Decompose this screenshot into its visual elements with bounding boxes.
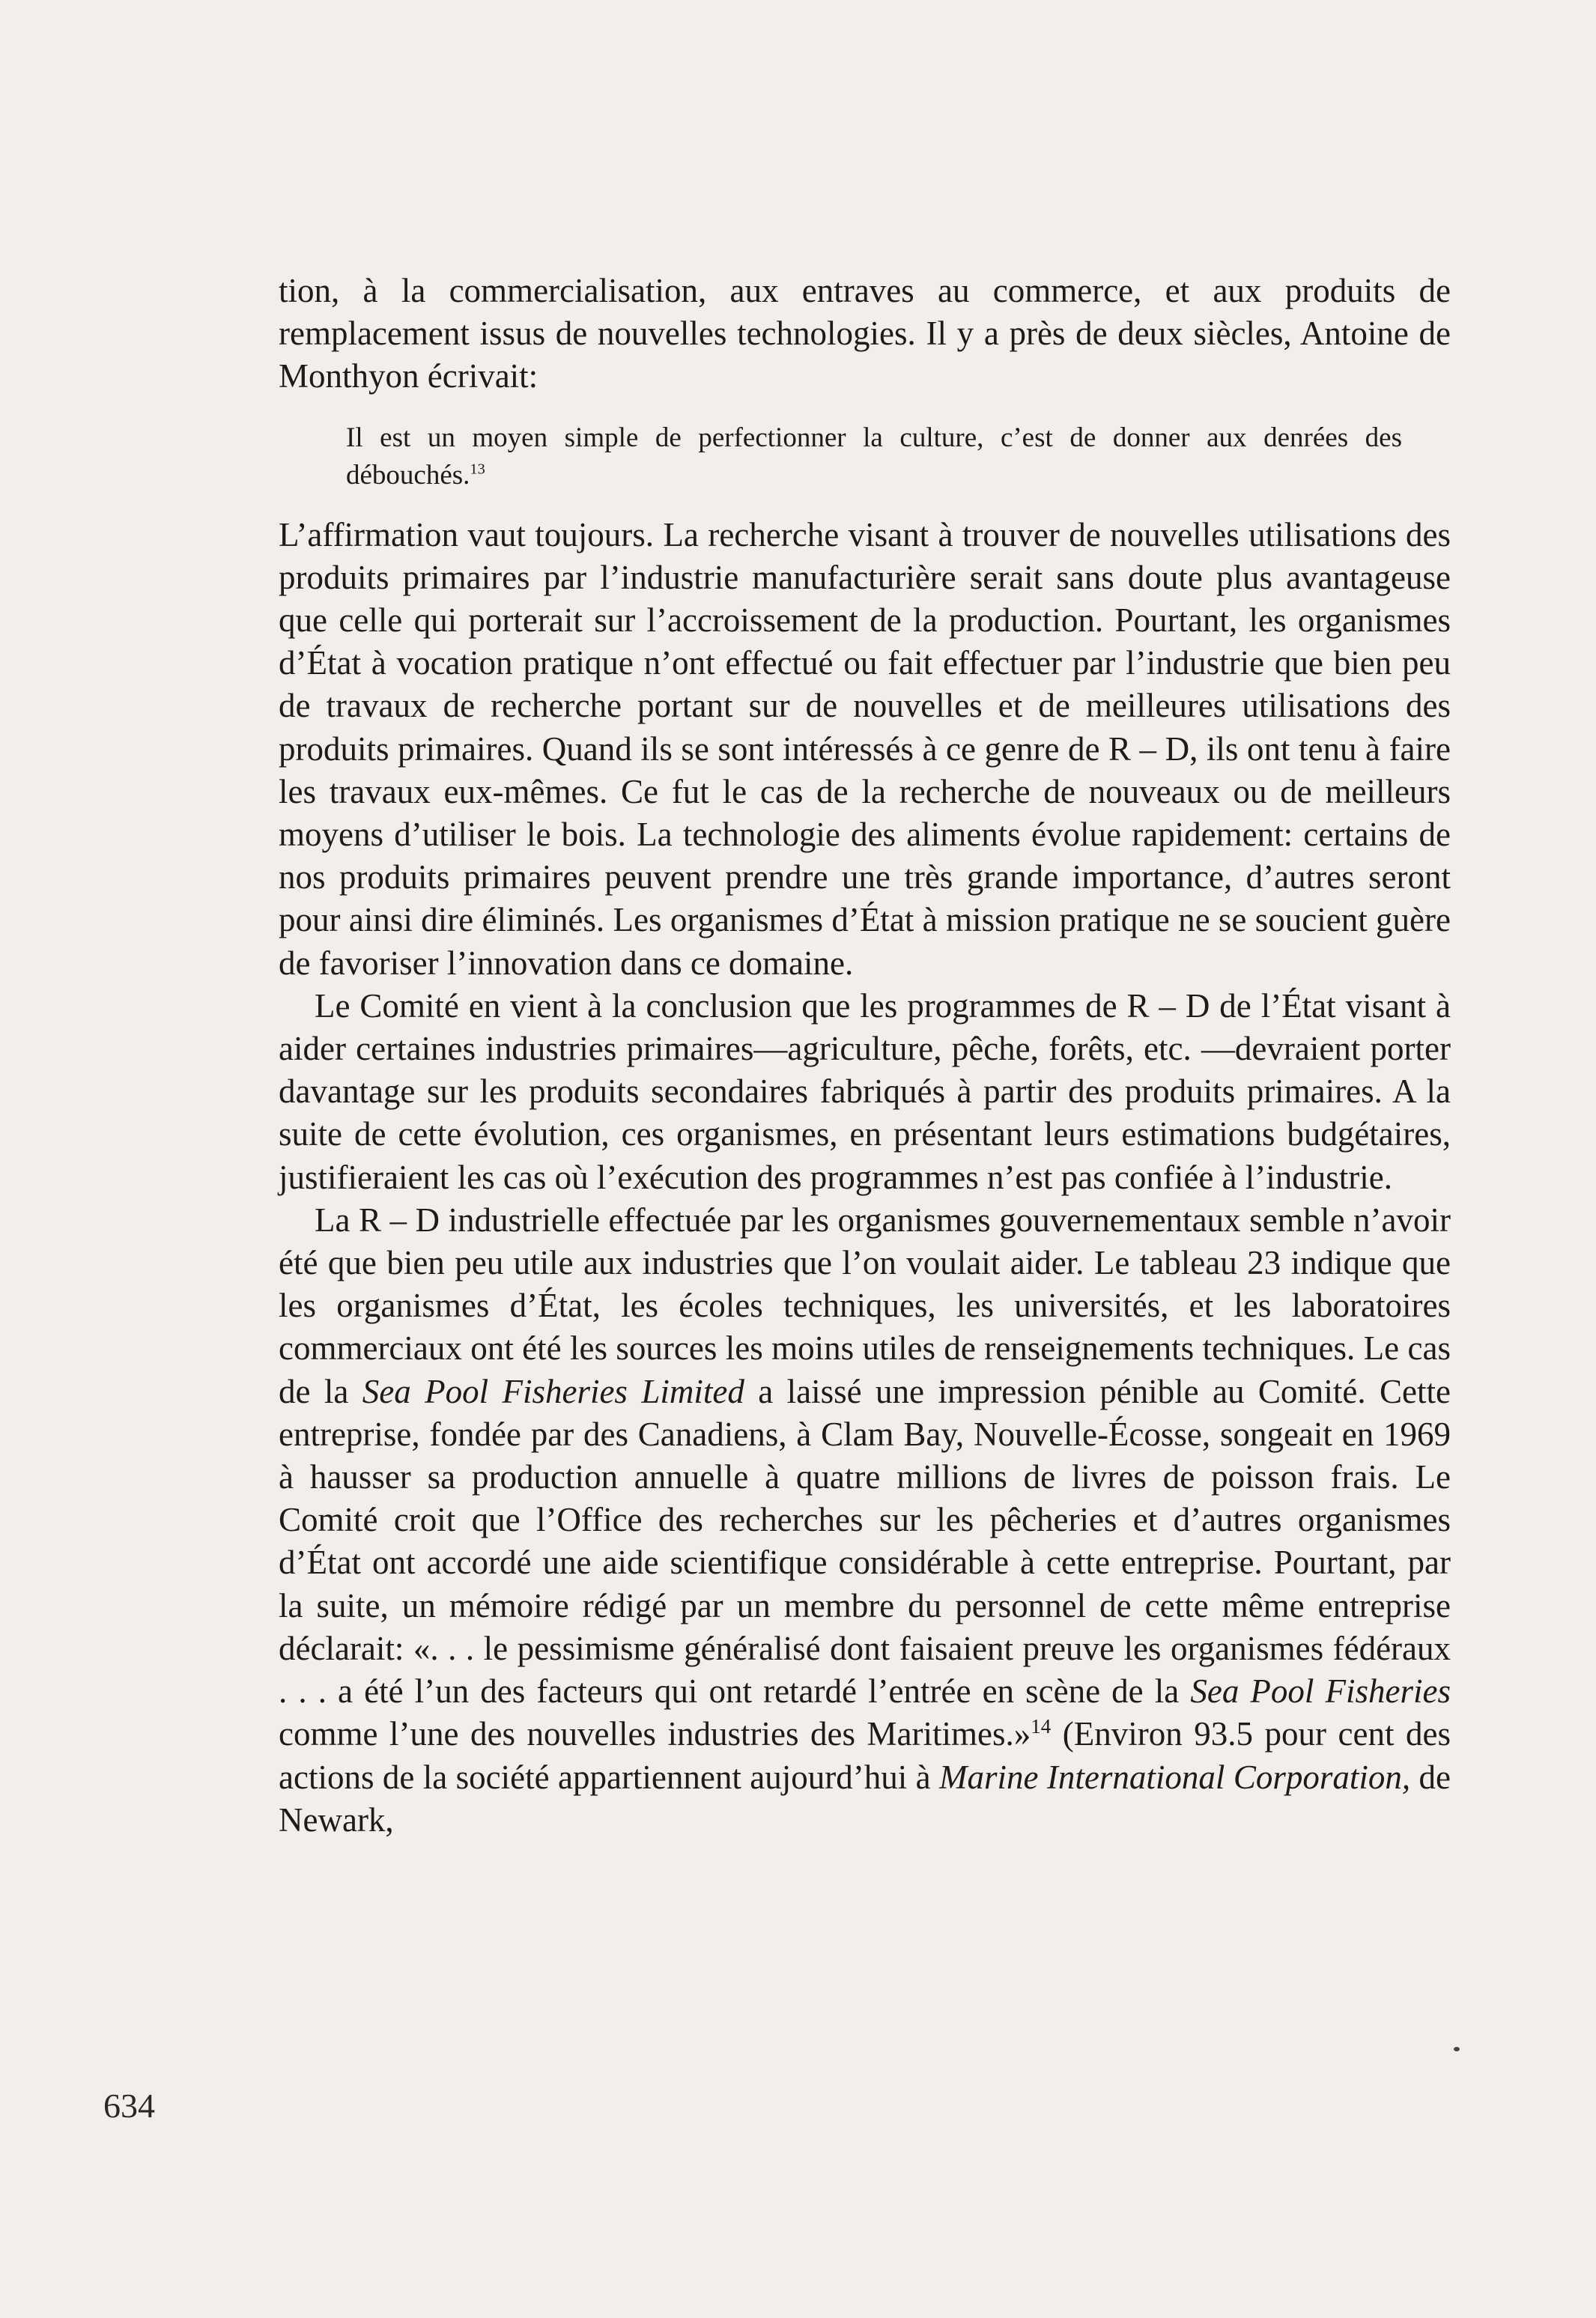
body-text xyxy=(279,270,1451,1842)
footnote-ref-13: 13 xyxy=(470,461,485,478)
paragraph-continuation: tion, à la commercialisation, aux entraves au commerce, et aux produits de remplacement issus de nouvelles technologies. Il y a près de deux siècles, Antoine de Monthyon écrivait: xyxy=(279,272,1451,395)
text-run: a laissé une impression pénible au Comité. Cette entreprise, fondée par des Canadiens, à Clam Bay, Nouvelle-Écosse, songeait en 1969 à hausser sa production annuelle à quatre millions de livres de poisson frais. Le Comité croit que l’Office des recherches sur les pêcheries et d’autres organismes d’État ont accordé une aide scientifique considérable à cette entreprise. Pourtant, par la suite, un mémoire rédigé par un membre du personnel de cette même entreprise déclarait: «. . . le pessimisme généralisé dont faisaient preuve les organismes fédéraux . . . a été l’un des facteurs qui ont retardé l’entrée en scène de la xyxy=(279,1372,1451,1711)
paragraph-affirmation: L’affirmation vaut toujours. La recherche visant à trouver de nouvelles utilisations des produits primaires par l’industrie manufacturière serait sans doute plus avantageuse que celle qui porterait sur l’accroissement de la production. Pourtant, les organismes d’État à vocation pratique n’ont effectué ou fait effectuer par l’industrie que bien peu de travaux de recherche portant sur de nouvelles et de meilleures utilisations des produits primaires. Quand ils se sont intéressés à ce genre de R – D, ils ont tenu à faire les travaux eux-mêmes. Ce fut le cas de la recherche de nouveaux ou de meilleurs moyens d’utiliser le bois. La technologie des aliments évolue rapidement: certains de nos produits primaires peuvent prendre une très grande importance, d’autres seront pour ainsi dire éliminés. Les organismes d’État à mission pratique ne se soucient guère de favoriser l’innovation dans ce domaine. xyxy=(279,515,1451,982)
text-run: (Environ 93.5 pour cent des actions de la société appartiennent aujourd’hui à xyxy=(279,1715,1451,1796)
paragraph-conclusion: Le Comité en vient à la conclusion que les programmes de R – D de l’État visant à aider certaines industries primaires—agriculture, pêche, forêts, etc. —devraient porter davantage sur les produits secondaires fabriqués à partir des produits primaires. A la suite de cette évolution, ces organismes, en présentant leurs estimations budgétaires, justifieraient les cas où l’exécution des programmes n’est pas confiée à l’industrie. xyxy=(279,986,1451,1196)
text-run: La R – D industrielle effectuée par les organismes gouvernementaux semble n’avoir été que bien peu utile aux industries que l’on voulait aider. Le tableau 23 indique que les organismes d’État, les écoles techniques, les universités, et les laboratoires commerciaux ont été les sources les moins utiles de renseignements techniques. Le cas de la xyxy=(279,1201,1451,1410)
footnote-ref-14: 14 xyxy=(1031,1715,1052,1738)
company-name-italic: Sea Pool Fisheries Limited xyxy=(362,1372,744,1410)
page-number: 634 xyxy=(103,2087,155,2125)
quote-text: Il est un moyen simple de perfectionner la culture, c’est de donner aux denrées des débouchés. xyxy=(346,422,1402,491)
text-run: comme l’une des nouvelles industries des Maritimes.» xyxy=(279,1715,1031,1753)
text-run: de Newark, xyxy=(279,1758,1451,1839)
paragraph-industrial-rd xyxy=(279,1199,1451,1842)
company-name-italic: Sea Pool Fisheries xyxy=(1190,1672,1451,1711)
corporation-name-italic: Marine International Corporation, xyxy=(939,1758,1411,1796)
block-quote xyxy=(346,419,1402,494)
print-speck xyxy=(1454,2047,1460,2051)
